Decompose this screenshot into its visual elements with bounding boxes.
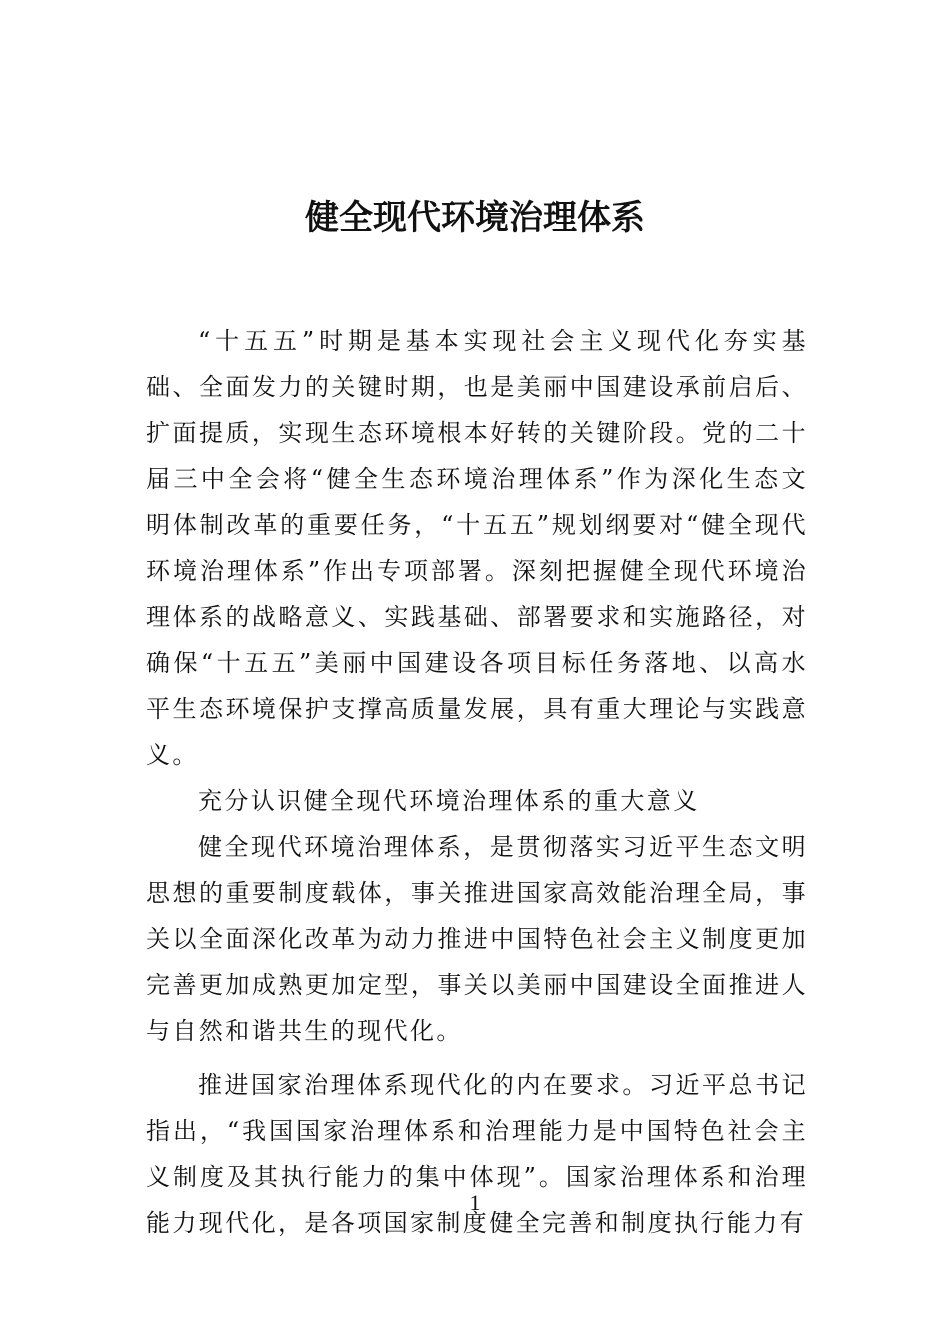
section-heading: 充分认识健全现代环境治理体系的重大意义 bbox=[198, 787, 700, 815]
page-number: 1 bbox=[469, 1190, 481, 1215]
paragraph-significance: 健全现代环境治理体系，是贯彻落实习近平生态文明思想的重要制度载体，事关推进国家高效能治理全局，事关以全面深化改革为动力推进中国特色社会主义制度更加完善更加成熟更加定型，事关以美丽中国建设全面推进人与自然和谐共生的现代化。 bbox=[146, 833, 808, 1045]
paragraph-governance: 推进国家治理体系现代化的内在要求。习近平总书记指出，“我国国家治理体系和治理能力是中国特色社会主义制度及其执行能力的集中体现”。国家治理体系和治理能力现代化，是各项国家制度健全完善和制度执行能力有 bbox=[146, 1071, 808, 1237]
document-title: 健全现代环境治理体系 bbox=[305, 198, 645, 238]
paragraph-intro: “十五五”时期是基本实现社会主义现代化夯实基础、全面发力的关键时期，也是美丽中国建设承前启后、扩面提质，实现生态环境根本好转的关键阶段。党的二十届三中全会将“健全生态环境治理体系”作为深化生态文明体制改革的重要任务，“十五五”规划纲要对“健全现代环境治理体系”作出专项部署。深刻把握健全现代环境治理体系的战略意义、实践基础、部署要求和实施路径，对确保“十五五”美丽中国建设各项目标任务落地、以高水平生态环境保护支撑高质量发展，具有重大理论与实践意义。 bbox=[146, 327, 808, 769]
document-body bbox=[146, 318, 808, 1246]
